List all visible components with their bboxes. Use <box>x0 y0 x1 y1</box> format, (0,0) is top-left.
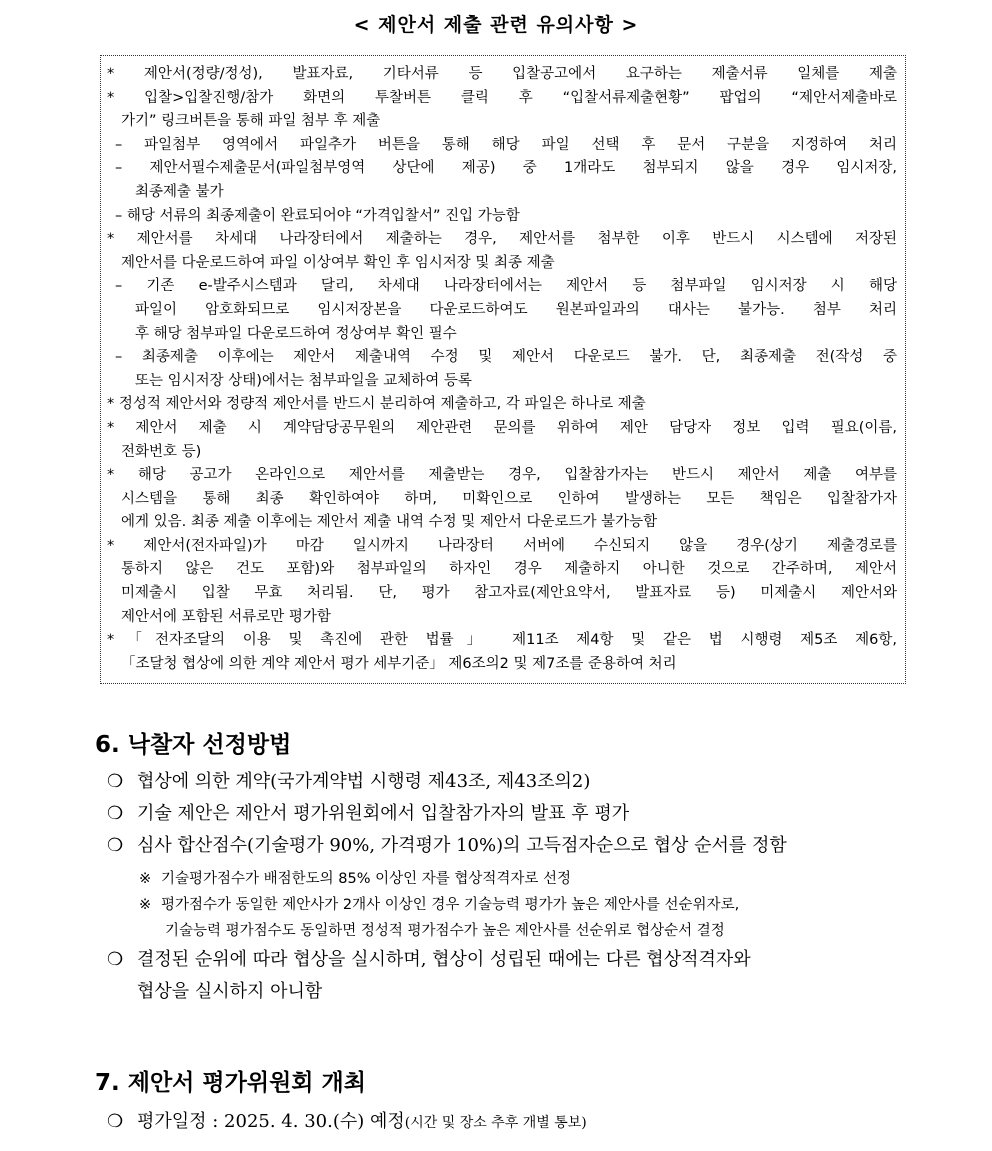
reference-mark-icon: ※ <box>139 871 152 887</box>
notice-line: 통하지 않은 건도 포함)와 첨부파일의 하자인 경우 제출하지 아니한 것으로 간주하며, 제안서 <box>121 561 897 578</box>
notice-line: – 최종제출 이후에는 제안서 제출내역 수정 및 제안서 다운로드 불가. 단, 최종제출 전(작성 중 <box>115 349 897 366</box>
notice-line: * 제안서(정량/정성), 발표자료, 기타서류 등 입찰공고에서 요구하는 제출서류 일체를 제출 <box>107 66 897 82</box>
bullet-circle-icon: ❍ <box>107 949 124 970</box>
notice-line: 「조달청 협상에 의한 계약 제안서 평가 세부기준」 제6조의2 및 제7조를 준용하여 처리 <box>121 655 677 672</box>
list-item <box>95 830 915 862</box>
notice-line: 제안서에 포함된 서류로만 평가함 <box>121 608 331 625</box>
notice-title: < 제안서 제출 관련 유의사항 > <box>353 14 639 36</box>
notice-box <box>100 55 906 684</box>
notice-line: 후 해당 첨부파일 다운로드하여 정상여부 확인 필수 <box>135 325 457 342</box>
notice-line: 또는 임시저장 상태)에서는 첨부파일을 교체하여 등록 <box>135 372 472 389</box>
note-item <box>95 892 915 918</box>
section-7 <box>95 1066 915 1138</box>
list-item-text: 기술 제안은 제안서 평가위원회에서 입찰참가자의 발표 후 평가 <box>137 803 630 824</box>
notice-line: 가기” 링크버튼을 통해 파일 첨부 후 제출 <box>121 113 381 130</box>
list-item <box>95 1106 915 1138</box>
bullet-circle-icon: ❍ <box>107 803 124 824</box>
notice-line: * 제안서 제출 시 계약담당공무원의 제안관련 문의를 위하여 제안 담당자 정보 입력 필요(이름, <box>107 419 897 436</box>
notice-line: 제안서를 다운로드하여 파일 이상여부 확인 후 임시저장 및 최종 제출 <box>121 254 555 271</box>
notice-line: 최종제출 불가 <box>135 183 224 200</box>
notice-line: 미제출시 입찰 무효 처리됨. 단, 평가 참고자료(제안요약서, 발표자료 등) 미제출시 제안서와 <box>121 585 897 602</box>
list-item <box>95 766 915 798</box>
notice-line: – 파일첨부 영역에서 파일추가 버튼을 통해 해당 파일 선택 후 문서 구분을 지정하여 처리 <box>115 136 897 153</box>
notice-line: * 제안서(전자파일)가 마감 일시까지 나라장터 서버에 수신되지 않을 경우(상기 제출경로를 <box>107 537 897 554</box>
note-text: 기술평가점수가 배점한도의 85% 이상인 자를 협상적격자로 선정 <box>161 871 572 887</box>
section-heading: 7. 제안서 평가위원회 개최 <box>95 1070 366 1096</box>
notice-line: – 해당 서류의 최종제출이 완료되어야 “가격입찰서” 진입 가능함 <box>115 207 520 224</box>
notice-line: – 기존 e-발주시스템과 달리, 차세대 나라장터에서는 제안서 등 첨부파일 임시저장 시 해당 <box>115 278 897 295</box>
notice-line: * 정성적 제안서와 정량적 제안서를 반드시 분리하여 제출하고, 각 파일은 하나로 제출 <box>107 396 646 413</box>
list-item-text: 결정된 순위에 따라 협상을 실시하며, 협상이 성립된 때에는 다른 협상적격자와 <box>137 949 751 970</box>
note-item-continued: 기술능력 평가점수도 동일하면 정성적 평가점수가 높은 제안사를 선순위로 협상순서 결정 <box>165 923 725 939</box>
notice-line: * 입찰>입찰진행/참가 화면의 투찰버튼 클릭 후 “입찰서류제출현황” 팝업의 “제안서제출바로 <box>107 89 897 106</box>
bullet-circle-icon: ❍ <box>107 771 124 792</box>
notice-line: 시스템을 통해 최종 확인하여야 하며, 미확인으로 인하여 발생하는 모든 책임은 입찰참가자 <box>121 490 897 507</box>
notice-line: *「전자조달의 이용 및 촉진에 관한 법률」 제11조 제4항 및 같은 법 시행령 제5조 제6항, <box>107 632 897 649</box>
list-item-text: 협상에 의한 계약(국가계약법 시행령 제43조, 제43조의2) <box>137 771 591 792</box>
notice-line: – 제안서필수제출문서(파일첨부영역 상단에 제공) 중 1개라도 첨부되지 않을 경우 임시저장, <box>115 160 897 177</box>
note-text: 평가점수가 동일한 제안사가 2개사 이상인 경우 기술능력 평가가 높은 제안사를 선순위자로, <box>161 897 740 913</box>
notice-line: 전화번호 등) <box>121 443 202 460</box>
notice-line: * 해당 공고가 온라인으로 제안서를 제출받는 경우, 입찰참가자는 반드시 제안서 제출 여부를 <box>107 467 897 484</box>
bullet-circle-icon: ❍ <box>107 1111 124 1132</box>
notice-line: 에게 있음. 최종 제출 이후에는 제안서 제출 내역 수정 및 제안서 다운로드가 불가능함 <box>121 514 658 531</box>
list-item-continued: 협상을 실시하지 아니함 <box>137 981 323 1002</box>
notice-line: 파일이 암호화되므로 임시저장본을 다운로드하여도 원본파일과의 대사는 불가능. 첨부 처리 <box>135 301 897 318</box>
notice-line: * 제안서를 차세대 나라장터에서 제출하는 경우, 제안서를 첨부한 이후 반드시 시스템에 저장된 <box>107 231 897 248</box>
schedule-aside: (시간 및 장소 추후 개별 통보) <box>404 1115 587 1131</box>
section-6 <box>95 728 915 1008</box>
list-item-text: 심사 합산점수(기술평가 90%, 가격평가 10%)의 고득점자순으로 협상 순서를 정함 <box>137 835 787 856</box>
list-item <box>95 944 915 976</box>
note-item <box>95 866 915 892</box>
list-item <box>95 798 915 830</box>
reference-mark-icon: ※ <box>139 897 152 913</box>
bullet-circle-icon: ❍ <box>107 835 124 856</box>
section-heading: 6. 낙찰자 선정방법 <box>95 732 292 758</box>
schedule-text: 평가일정 : 2025. 4. 30.(수) 예정 <box>137 1111 405 1132</box>
